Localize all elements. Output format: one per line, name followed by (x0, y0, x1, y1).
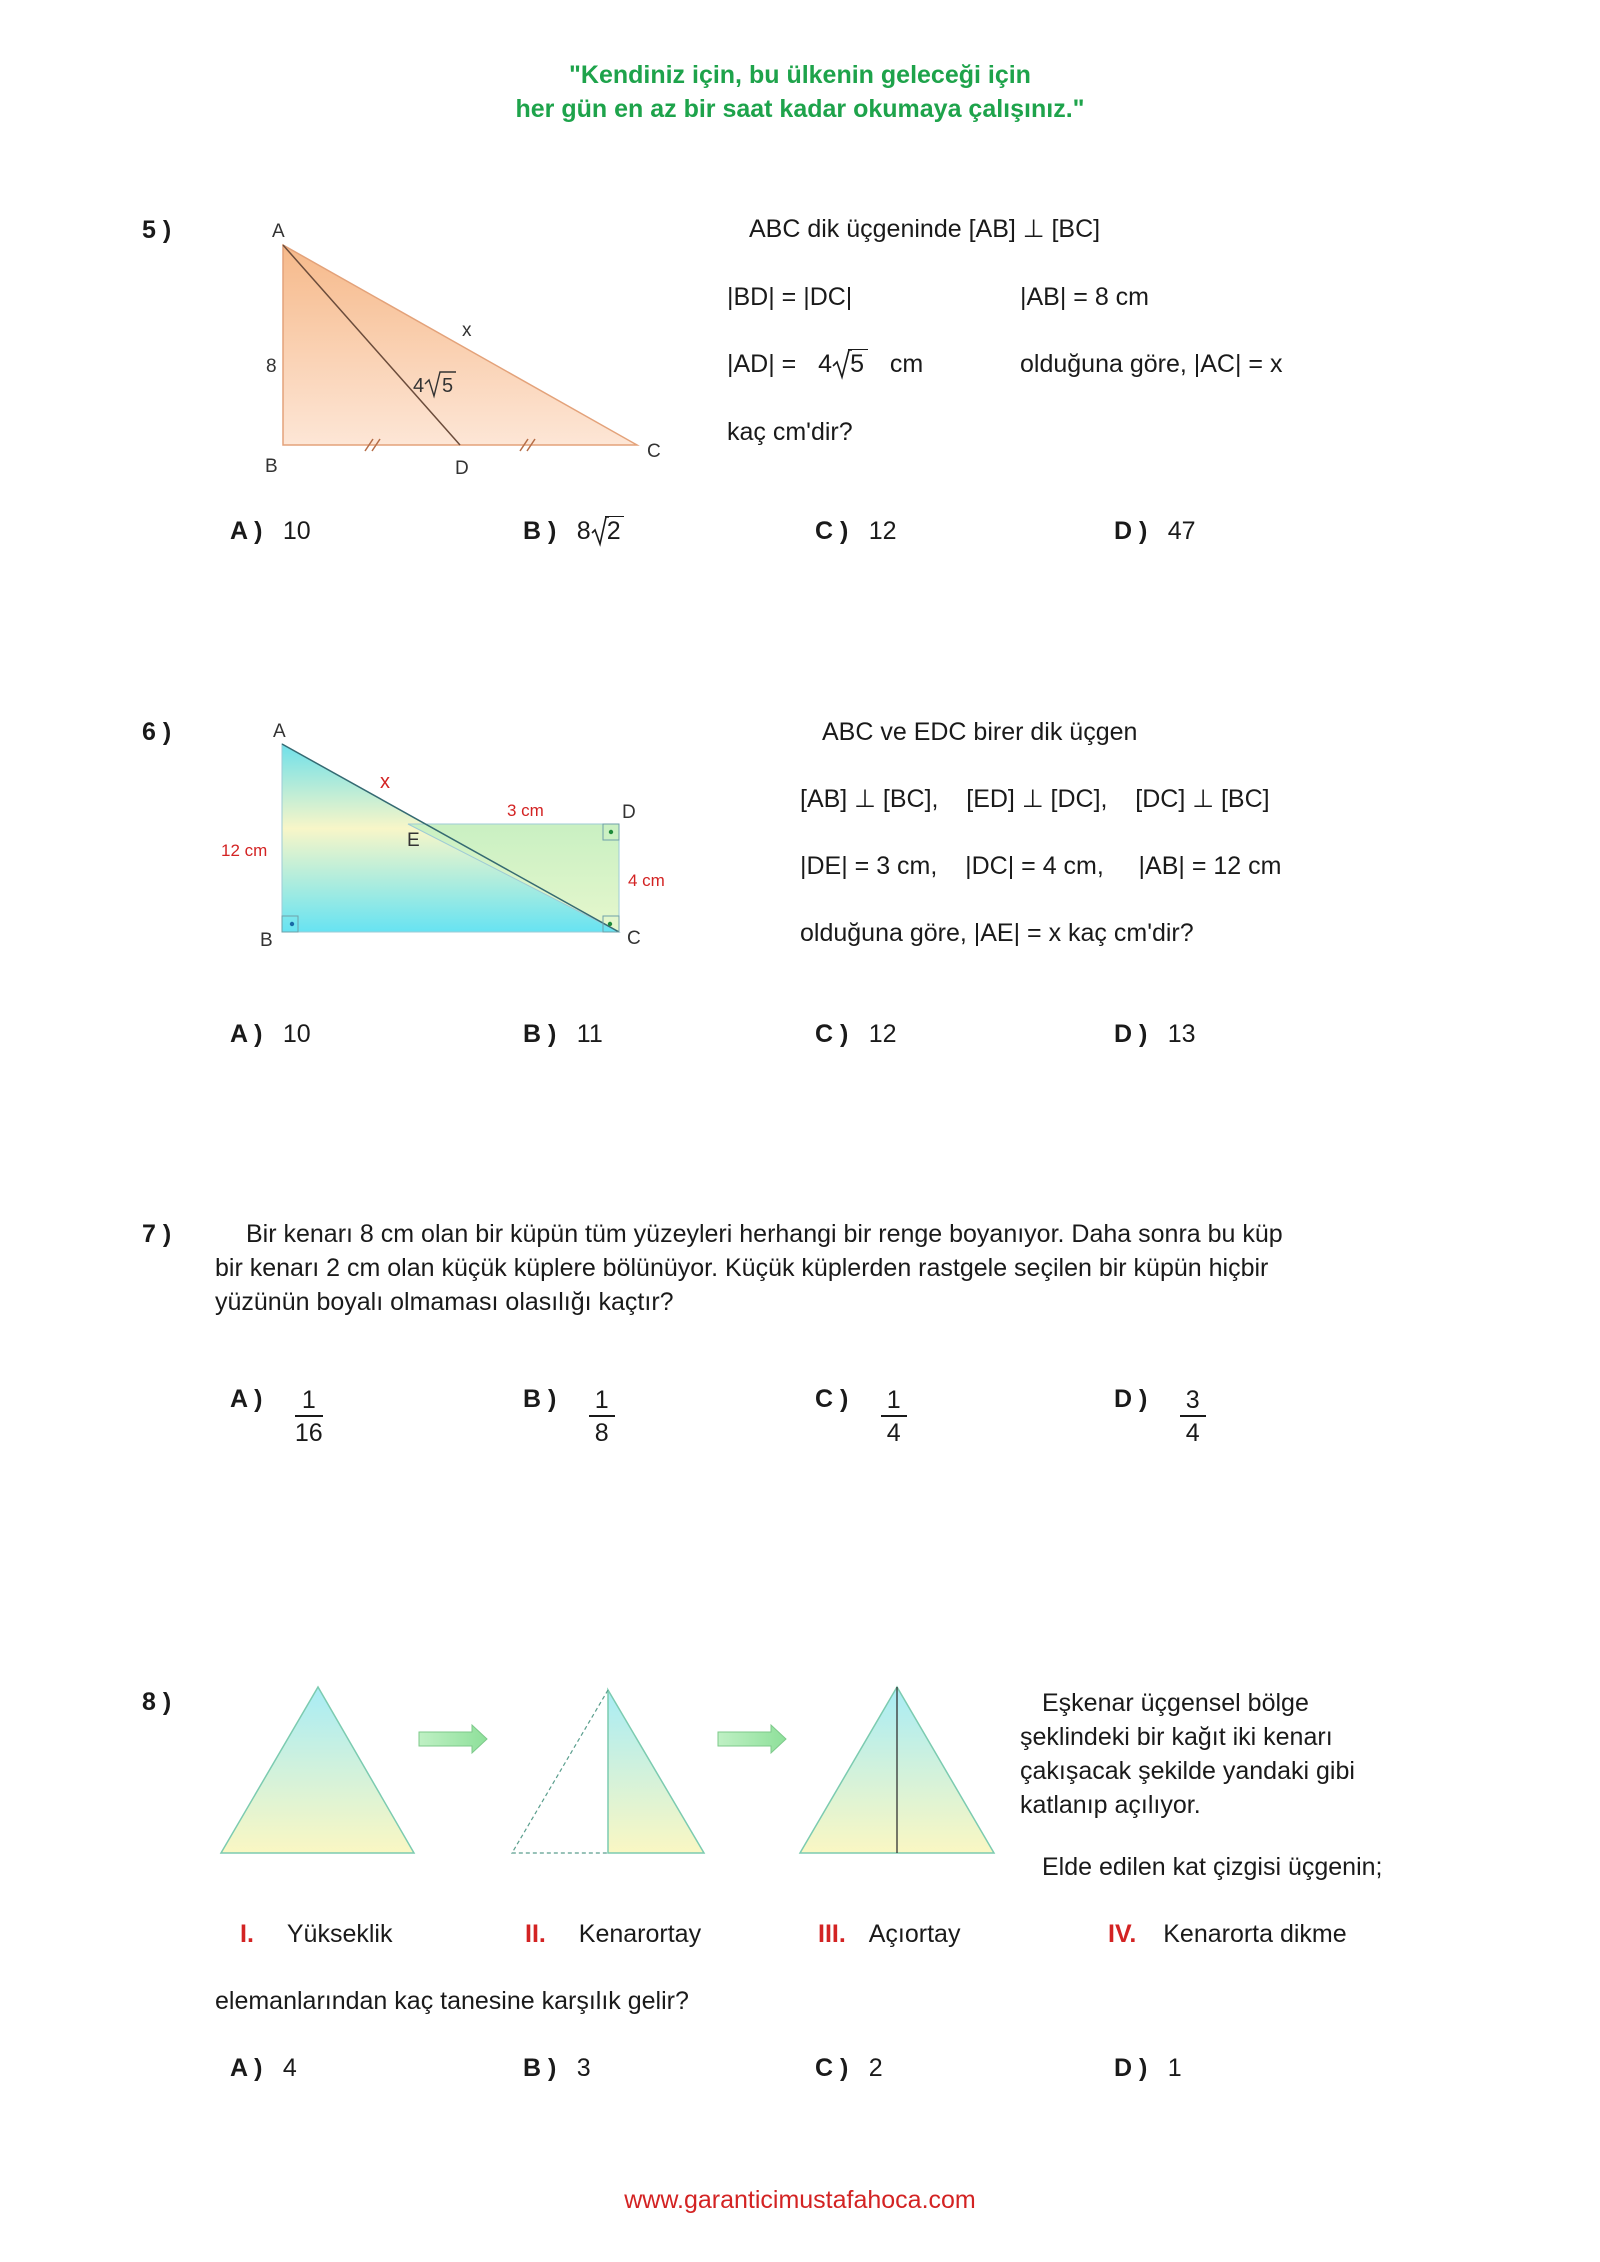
q8-triangle-folded-outline (512, 1690, 608, 1853)
option-label: B ) (523, 517, 557, 545)
option-fraction (881, 1385, 907, 1449)
q6-option-c[interactable] (815, 1020, 897, 1049)
q5-label-ad-coef: 4 (413, 375, 425, 397)
q8-ask: elemanlarından kaç tanesine karşılık gelir? (215, 1987, 689, 2015)
fraction-denominator: 4 (1185, 1419, 1200, 1447)
fraction-numerator: 1 (295, 1385, 323, 1417)
q6-label-c: C (627, 928, 641, 949)
fraction-numerator: 1 (881, 1385, 907, 1417)
item-roman: III. (818, 1920, 846, 1948)
footer-url[interactable]: www.garanticimustafahoca.com (624, 2186, 976, 2214)
fraction-numerator: 1 (589, 1385, 615, 1417)
q5-cond-1: |BD| = |DC| (727, 283, 853, 311)
item-roman: II. (525, 1920, 546, 1948)
option-label: C ) (815, 517, 849, 545)
q6-line-1: ABC ve EDC birer dik üçgen (822, 718, 1138, 746)
q5-cond-3-radicand: 5 (848, 349, 868, 378)
q5-line-1: ABC dik üçgeninde [AB] ⊥ [BC] (749, 215, 1101, 243)
q6-option-b[interactable] (523, 1020, 603, 1049)
option-label: D ) (1114, 2054, 1148, 2082)
question-8-number: 8 ) (142, 1688, 172, 1716)
q6-label-ab: 12 cm (221, 841, 268, 860)
q8-line-4: katlanıp açılıyor. (1020, 1791, 1201, 1819)
q5-cond-2: |AB| = 8 cm (1020, 283, 1150, 311)
q8-option-a[interactable] (230, 2054, 297, 2083)
q5-cond-3 (727, 350, 923, 379)
q5-cond-3-unit: cm (889, 350, 924, 378)
q7-line-2: bir kenarı 2 cm olan küçük küplere bölünüyor. Küçük küplerden rastgele seçilen bir küpün hiçbir (215, 1254, 1269, 1282)
option-value: 1 (1167, 2054, 1182, 2082)
q6-option-a[interactable] (230, 1020, 311, 1049)
q8-line-2: şeklindeki bir kağıt iki kenarı (1020, 1723, 1333, 1751)
option-label: A ) (230, 1020, 263, 1048)
q6-label-dc: 4 cm (628, 871, 665, 890)
q8-line-5: Elde edilen kat çizgisi üçgenin; (1042, 1853, 1383, 1881)
q6-label-ed: 3 cm (507, 801, 544, 820)
q5-triangle-figure (250, 210, 690, 490)
option-label: A ) (230, 517, 263, 545)
question-6-number: 6 ) (142, 718, 172, 746)
q5-cond-4: olduğuna göre, |AC| = x (1020, 350, 1283, 378)
q8-arrow-2 (718, 1725, 786, 1753)
q7-line-3: yüzünün boyalı olmaması olasılığı kaçtır? (215, 1288, 674, 1316)
option-value: 3 (576, 2054, 591, 2082)
q6-label-d: D (622, 802, 636, 823)
item-roman: I. (240, 1920, 254, 1948)
q5-label-d: D (455, 458, 469, 479)
option-value: 47 (1167, 517, 1196, 545)
q7-option-b[interactable] (523, 1385, 615, 1449)
q8-arrow-1 (419, 1725, 487, 1753)
option-label: C ) (815, 1385, 849, 1413)
option-label: B ) (523, 2054, 557, 2082)
item-text: Kenarortay (578, 1920, 702, 1948)
option-label: A ) (230, 1385, 263, 1413)
option-label: B ) (523, 1385, 557, 1413)
q7-option-a[interactable] (230, 1385, 323, 1449)
q8-triangle-original (221, 1687, 414, 1853)
q7-option-d[interactable] (1114, 1385, 1206, 1449)
option-value-coef: 8 (576, 517, 591, 545)
fraction-denominator: 4 (886, 1419, 901, 1447)
fraction-denominator: 16 (294, 1419, 323, 1447)
option-value: 4 (282, 2054, 297, 2082)
fraction-numerator: 3 (1180, 1385, 1206, 1417)
q5-ask: kaç cm'dir? (727, 418, 853, 446)
q8-line-3: çakışacak şekilde yandaki gibi (1020, 1757, 1355, 1785)
option-value: 2 (868, 2054, 883, 2082)
option-value-radical (591, 517, 624, 546)
q5-label-a: A (272, 221, 285, 242)
header-quote (0, 58, 1600, 126)
q8-item-2 (525, 1920, 701, 1949)
option-value: 12 (868, 517, 897, 545)
q6-line-3: |DE| = 3 cm, |DC| = 4 cm, |AB| = 12 cm (800, 852, 1282, 880)
q5-label-ad-radicand: 5 (442, 375, 454, 397)
q6-figure (210, 710, 690, 950)
q8-item-1 (240, 1920, 392, 1949)
option-value-radicand: 2 (605, 516, 624, 545)
q6-label-e: E (407, 830, 420, 851)
q5-cond-3-radical (832, 350, 868, 379)
q5-triangle (283, 245, 637, 445)
q6-option-d[interactable] (1114, 1020, 1196, 1049)
q5-cond-3-coef: 4 (818, 350, 833, 378)
q6-label-b: B (260, 930, 273, 950)
q8-option-b[interactable] (523, 2054, 591, 2083)
option-value: 10 (282, 517, 311, 545)
q6-label-x: x (380, 771, 390, 793)
q7-option-c[interactable] (815, 1385, 907, 1449)
option-label: C ) (815, 1020, 849, 1048)
q6-label-a: A (273, 721, 286, 742)
item-text: Yükseklik (286, 1920, 393, 1948)
question-7-number: 7 ) (142, 1220, 172, 1248)
q6-line-4: olduğuna göre, |AE| = x kaç cm'dir? (800, 919, 1194, 947)
option-value: 12 (868, 1020, 897, 1048)
q8-description (1020, 1686, 1355, 1822)
option-label: B ) (523, 1020, 557, 1048)
option-fraction (295, 1385, 323, 1449)
q8-item-3 (818, 1920, 960, 1949)
q5-option-a[interactable] (230, 517, 311, 546)
fraction-denominator: 8 (594, 1419, 609, 1447)
item-text: Açıortay (868, 1920, 961, 1948)
q5-option-d[interactable] (1114, 517, 1196, 546)
option-fraction (589, 1385, 615, 1449)
q5-label-x: x (462, 320, 472, 341)
option-label: C ) (815, 2054, 849, 2082)
option-label: A ) (230, 2054, 263, 2082)
q7-text (215, 1217, 1415, 1319)
option-label: D ) (1114, 1020, 1148, 1048)
q8-triangle-folded (608, 1690, 704, 1853)
q8-line-1: Eşkenar üçgensel bölge (1042, 1689, 1309, 1717)
q5-label-ab: 8 (266, 356, 277, 377)
q5-label-c: C (647, 441, 661, 462)
option-value: 13 (1167, 1020, 1196, 1048)
quote-line-1: "Kendiniz için, bu ülkenin geleceği için (569, 61, 1031, 89)
q8-option-d[interactable] (1114, 2054, 1182, 2083)
option-label: D ) (1114, 1385, 1148, 1413)
q5-option-c[interactable] (815, 517, 897, 546)
q5-label-b: B (265, 456, 278, 477)
q7-line-1: Bir kenarı 8 cm olan bir küpün tüm yüzeyleri herhangi bir renge boyanıyor. Daha sonra bu küp (246, 1220, 1283, 1248)
option-value: 11 (576, 1020, 603, 1048)
q8-folding-figure (210, 1680, 1010, 1860)
quote-line-2: her gün en az bir saat kadar okumaya çalışınız." (515, 95, 1085, 123)
option-value: 10 (282, 1020, 311, 1048)
item-text: Kenarorta dikme (1163, 1920, 1347, 1948)
q5-option-b[interactable] (523, 517, 624, 546)
q6-line-2: [AB] ⊥ [BC], [ED] ⊥ [DC], [DC] ⊥ [BC] (800, 785, 1270, 813)
option-label: D ) (1114, 517, 1148, 545)
question-5-number: 5 ) (142, 216, 172, 244)
q5-cond-3-pre: |AD| = (727, 350, 797, 378)
option-fraction (1180, 1385, 1206, 1449)
q8-item-4 (1108, 1920, 1347, 1949)
q8-option-c[interactable] (815, 2054, 883, 2083)
item-roman: IV. (1108, 1920, 1137, 1948)
